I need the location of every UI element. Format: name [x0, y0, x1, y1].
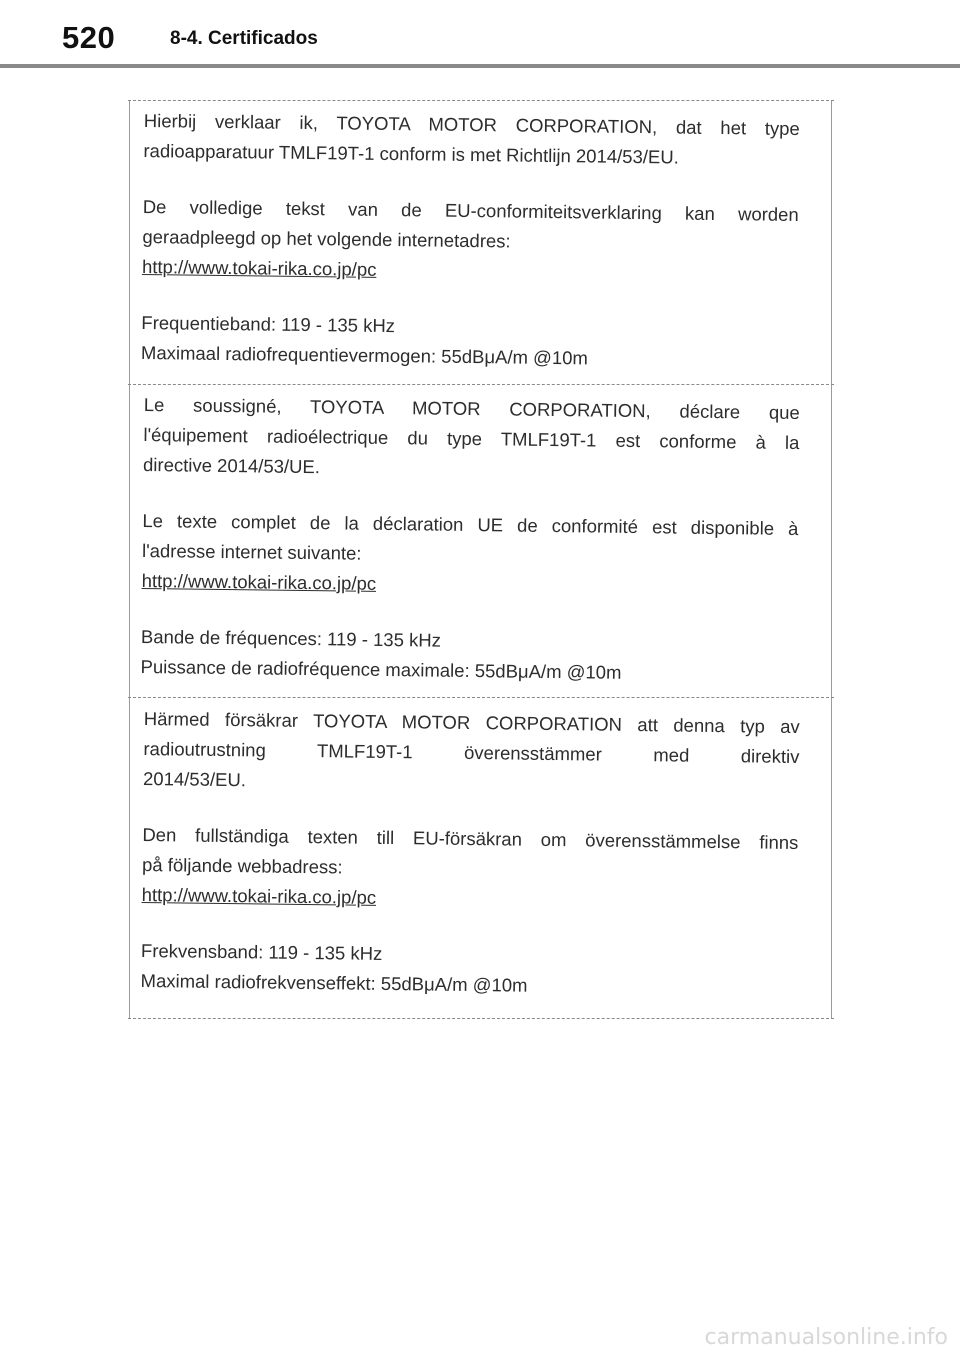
section-title: 8-4. Certificados: [170, 28, 318, 49]
fulltext-line: geraadpleegd op het volgende internetadres:: [142, 225, 511, 252]
max-power: Puissance de radiofréquence maximale: 55dBμA/m @10m: [140, 655, 622, 683]
section-swedish: [140, 704, 800, 1030]
declaration-line: radioutrustning TMLF19T-1 överensstämmer med direktiv: [143, 737, 800, 768]
declaration-line: 2014/53/EU.: [142, 767, 247, 791]
declaration-url-link[interactable]: http://www.tokai-rika.co.jp/pc: [141, 883, 377, 908]
declaration-url-link[interactable]: http://www.tokai-rika.co.jp/pc: [141, 255, 377, 280]
section-dutch: [140, 106, 799, 402]
watermark: carmanualsonline.info: [704, 1325, 948, 1350]
declaration-url-link[interactable]: http://www.tokai-rika.co.jp/pc: [141, 569, 377, 594]
left-border: [129, 100, 130, 1018]
frequency-band: Bande de fréquences: 119 - 135 kHz: [140, 625, 442, 651]
declaration-line: l'équipement radioélectrique du type TMLF19T-1 est conforme à la: [143, 423, 800, 454]
declaration-line: directive 2014/53/UE.: [142, 453, 321, 478]
header-rule: [0, 64, 960, 68]
fulltext-line: Den fullständiga texten till EU-försäkran om överensstämmelse finns: [142, 823, 799, 854]
scanned-certificate: [122, 92, 838, 1022]
frequency-band: Frekvensband: 119 - 135 kHz: [140, 939, 383, 964]
max-power: Maximaal radiofrequentievermogen: 55dBμA/m @10m: [140, 341, 589, 369]
page-number: 520: [62, 20, 116, 55]
frequency-band: Frequentieband: 119 - 135 kHz: [141, 311, 396, 337]
fulltext-line: l'adresse internet suivante:: [141, 539, 362, 564]
section-french: [140, 390, 800, 716]
declaration-line: radioapparatuur TMLF19T-1 conform is met Richtlijn 2014/53/EU.: [143, 139, 679, 168]
fulltext-line: De volledige tekst van de EU-conformiteitsverklaring kan worden: [142, 195, 799, 226]
page-header: [0, 0, 960, 68]
dashed-divider-top: [128, 100, 834, 101]
declaration-line: Härmed försäkrar TOYOTA MOTOR CORPORATION att denna typ av: [143, 707, 800, 738]
max-power: Maximal radiofrekvenseffekt: 55dBμA/m @10m: [140, 969, 528, 996]
fulltext-line: Le texte complet de la déclaration UE de conformité est disponible à: [142, 509, 799, 540]
declaration-line: Le soussigné, TOYOTA MOTOR CORPORATION, déclare que: [143, 393, 800, 424]
fulltext-line: på följande webbadress:: [141, 853, 343, 878]
right-border: [831, 100, 832, 1018]
declaration-line: Hierbij verklaar ik, TOYOTA MOTOR CORPORATION, dat het type: [143, 109, 800, 140]
